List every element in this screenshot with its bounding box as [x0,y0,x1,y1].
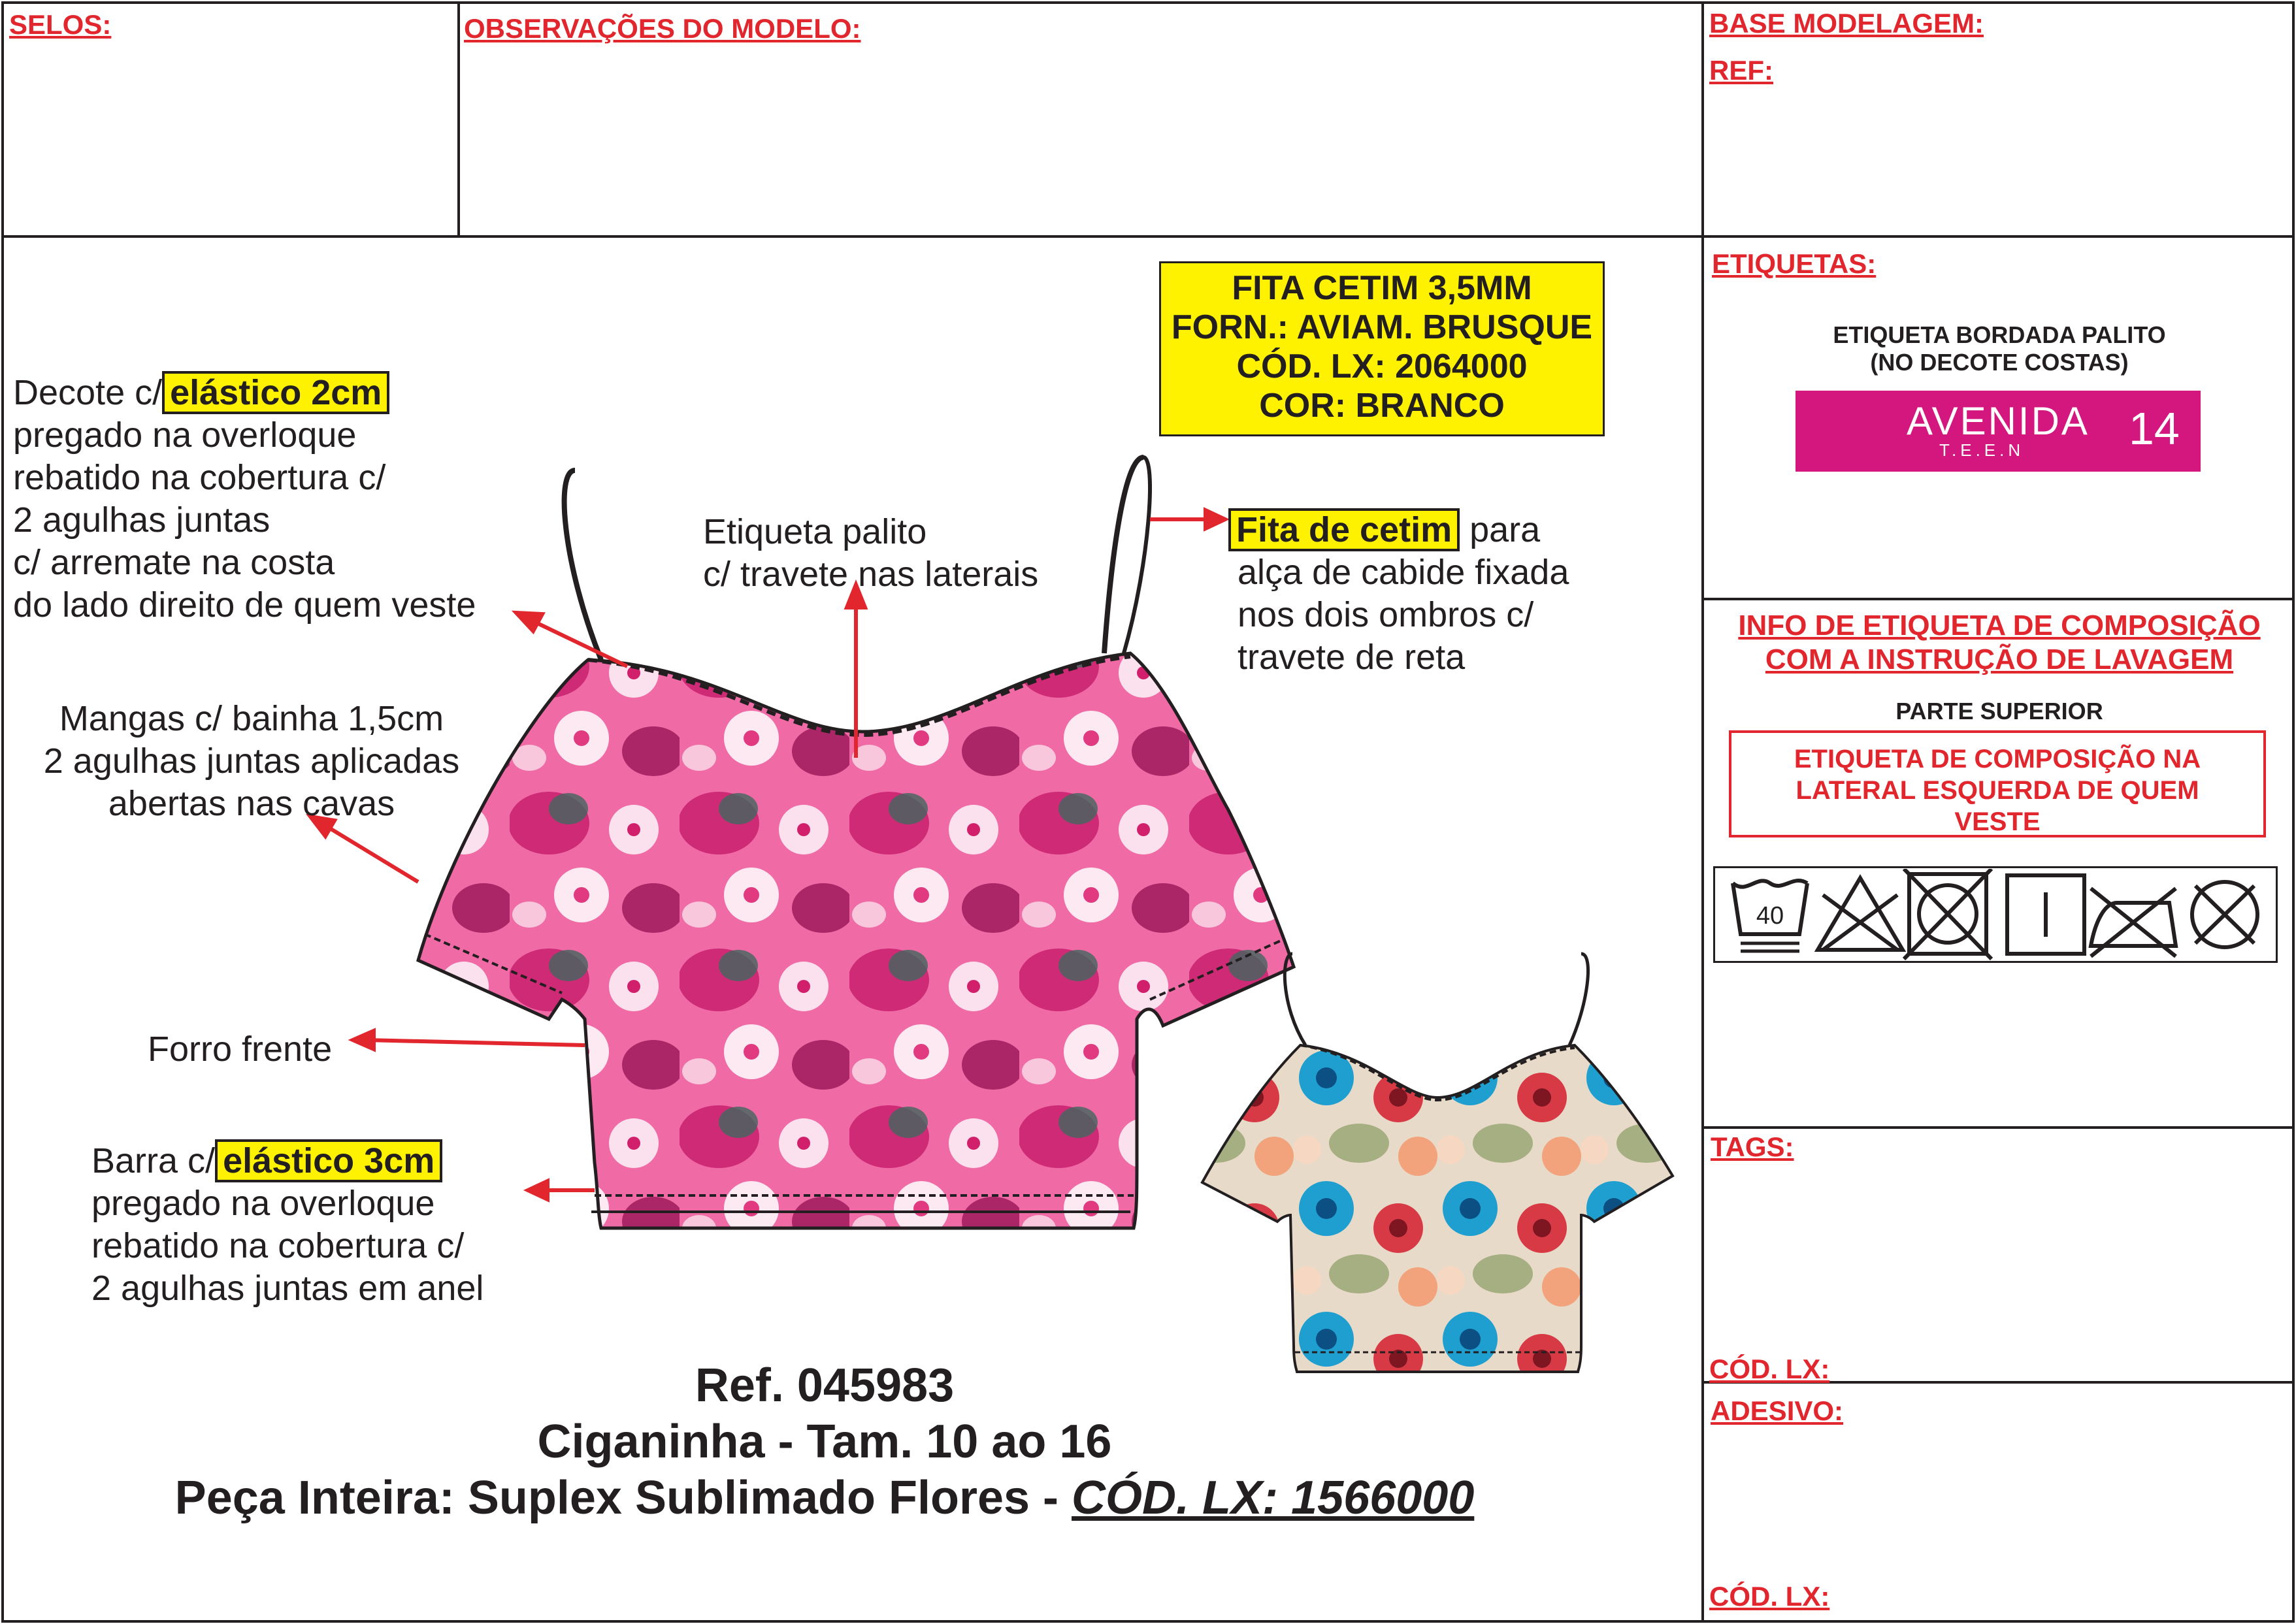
decote-note-line6: do lado direito de quem veste [13,585,476,625]
decote-note-line2: pregado na overloque [13,415,357,455]
etiqueta-title-line1: ETIQUETA BORDADA PALITO [1833,321,2166,348]
adesivo-cod-lx-label: CÓD. LX: [1709,1581,1830,1612]
decote-note [13,371,476,626]
ribbon-spec-line1: FITA CETIM 3,5MM [1232,269,1532,307]
parte-superior-label: PARTE SUPERIOR [1895,698,2103,724]
adesivo-label: ADESIVO: [1711,1395,1844,1426]
decote-note-line4: 2 agulhas juntas [13,500,271,540]
product-fabric: Peça Inteira: Suplex Sublimado Flores - [174,1472,1072,1524]
decote-note-line3: rebatido na cobertura c/ [13,458,386,497]
ribbon-spec-line2: FORN.: AVIAM. BRUSQUE [1171,308,1593,346]
decote-note-prefix: Decote c/ [13,373,163,412]
barra-elastic-highlight: elástico 3cm [215,1139,442,1182]
barra-note-prefix: Barra c/ [91,1141,216,1180]
barra-note [91,1139,484,1310]
fita-note-line2: alça de cabide fixada [1238,553,1569,592]
ref-label: REF: [1709,55,1773,86]
tags-label: TAGS: [1711,1131,1794,1162]
forro-note: Forro frente [148,1030,333,1069]
decote-elastic-highlight: elástico 2cm [162,371,389,414]
etiqueta-note [703,511,1038,596]
decote-note-line5: c/ arremate na costa [13,543,335,582]
etiquetas-label: ETIQUETAS: [1712,248,1877,279]
info-title-line1: INFO DE ETIQUETA DE COMPOSIÇÃO [1738,609,2261,641]
composicao-line3: VESTE [1954,807,2041,836]
composicao-line2: LATERAL ESQUERDA DE QUEM [1796,776,2199,805]
brand-size: 14 [2129,403,2180,454]
mangas-note-line2: 2 agulhas juntas aplicadas [43,741,460,781]
wash-temp: 40 [1756,902,1784,930]
selos-label: SELOS: [9,9,112,40]
brand-name: AVENIDA [1907,399,2090,443]
fita-note [1228,508,1569,679]
product-fabric-code: CÓD. LX: 1566000 [1072,1472,1475,1524]
fita-note-suffix: para [1469,510,1541,549]
base-modelagem-label: BASE MODELAGEM: [1709,8,1984,39]
etiqueta-note-line1: Etiqueta palito [703,512,927,551]
product-title [1,1357,1648,1526]
mangas-note-line1: Mangas c/ bainha 1,5cm [59,699,444,738]
ribbon-spec-line4: COR: BRANCO [1259,387,1505,425]
composicao-line1: ETIQUETA DE COMPOSIÇÃO NA [1794,745,2201,773]
barra-note-line3: rebatido na cobertura c/ [91,1226,465,1265]
ribbon-spec-line3: CÓD. LX: 2064000 [1236,348,1528,385]
product-ref: Ref. 045983 [695,1359,955,1412]
mangas-note-line3: abertas nas cavas [108,784,395,823]
variant-garment-drawing [1202,954,1673,1372]
brand-sub: T.E.E.N [1939,440,2025,460]
etiqueta-note-line2: c/ travete nas laterais [703,555,1039,594]
info-title-line2: COM A INSTRUÇÃO DE LAVAGEM [1765,643,2234,675]
barra-note-line4: 2 agulhas juntas em anel [91,1269,484,1308]
fita-note-line4: travete de reta [1238,638,1466,677]
mangas-note [13,698,490,825]
etiqueta-title-line2: (NO DECOTE COSTAS) [1870,349,2129,376]
barra-note-line2: pregado na overloque [91,1184,435,1223]
observacoes-label: OBSERVAÇÕES DO MODELO: [464,13,861,44]
fita-highlight: Fita de cetim [1228,508,1460,551]
fita-note-line3: nos dois ombros c/ [1238,595,1534,634]
product-model: Ciganinha - Tam. 10 ao 16 [537,1416,1112,1468]
tags-cod-lx-label: CÓD. LX: [1709,1354,1830,1384]
